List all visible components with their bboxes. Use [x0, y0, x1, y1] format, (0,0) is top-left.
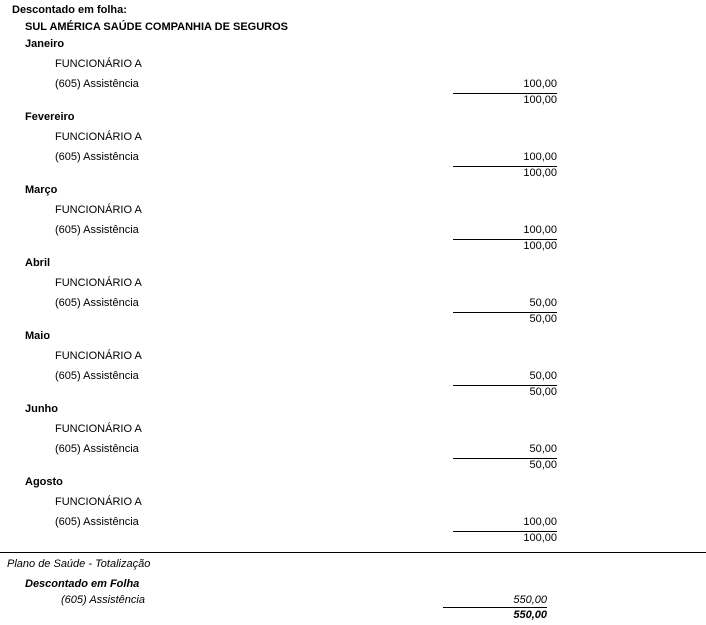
month-label: Março: [25, 184, 58, 196]
month-label: Fevereiro: [25, 111, 75, 123]
deduction-item: (605) Assistência: [55, 370, 139, 382]
totals-item: (605) Assistência: [61, 594, 145, 606]
deduction-value: 50,00: [529, 443, 557, 455]
employee-name: FUNCIONÁRIO A: [55, 496, 142, 508]
deduction-item: (605) Assistência: [55, 224, 139, 236]
month-label: Agosto: [25, 476, 63, 488]
totals-item-value: 550,00: [513, 594, 547, 606]
deduction-value: 100,00: [523, 151, 557, 163]
employee-name: FUNCIONÁRIO A: [55, 350, 142, 362]
deduction-value: 50,00: [529, 370, 557, 382]
report-title: Descontado em folha:: [12, 4, 127, 16]
month-subtotal: 100,00: [523, 240, 557, 252]
month-subtotal: 50,00: [529, 459, 557, 471]
employee-name: FUNCIONÁRIO A: [55, 204, 142, 216]
deduction-value: 100,00: [523, 516, 557, 528]
section-divider: [0, 552, 706, 553]
month-subtotal: 100,00: [523, 532, 557, 544]
month-subtotal: 50,00: [529, 313, 557, 325]
company-name: SUL AMÉRICA SAÚDE COMPANHIA DE SEGUROS: [25, 21, 289, 33]
deduction-item: (605) Assistência: [55, 297, 139, 309]
deduction-item: (605) Assistência: [55, 443, 139, 455]
month-label: Abril: [25, 257, 51, 269]
month-subtotal: 50,00: [529, 386, 557, 398]
deduction-item: (605) Assistência: [55, 151, 139, 163]
month-subtotal: 100,00: [523, 167, 557, 179]
employee-name: FUNCIONÁRIO A: [55, 277, 142, 289]
month-label: Janeiro: [25, 38, 65, 50]
employee-name: FUNCIONÁRIO A: [55, 423, 142, 435]
deduction-item: (605) Assistência: [55, 78, 139, 90]
grand-total: 550,00: [513, 609, 547, 621]
employee-name: FUNCIONÁRIO A: [55, 58, 142, 70]
month-label: Junho: [25, 403, 58, 415]
deduction-value: 100,00: [523, 78, 557, 90]
deduction-item: (605) Assistência: [55, 516, 139, 528]
deduction-value: 50,00: [529, 297, 557, 309]
employee-name: FUNCIONÁRIO A: [55, 131, 142, 143]
month-subtotal: 100,00: [523, 94, 557, 106]
month-label: Maio: [25, 330, 51, 342]
totals-section-title: Plano de Saúde - Totalização: [7, 558, 151, 570]
deduction-value: 100,00: [523, 224, 557, 236]
totals-group-title: Descontado em Folha: [25, 578, 140, 590]
grand-total-rule: [443, 607, 547, 608]
